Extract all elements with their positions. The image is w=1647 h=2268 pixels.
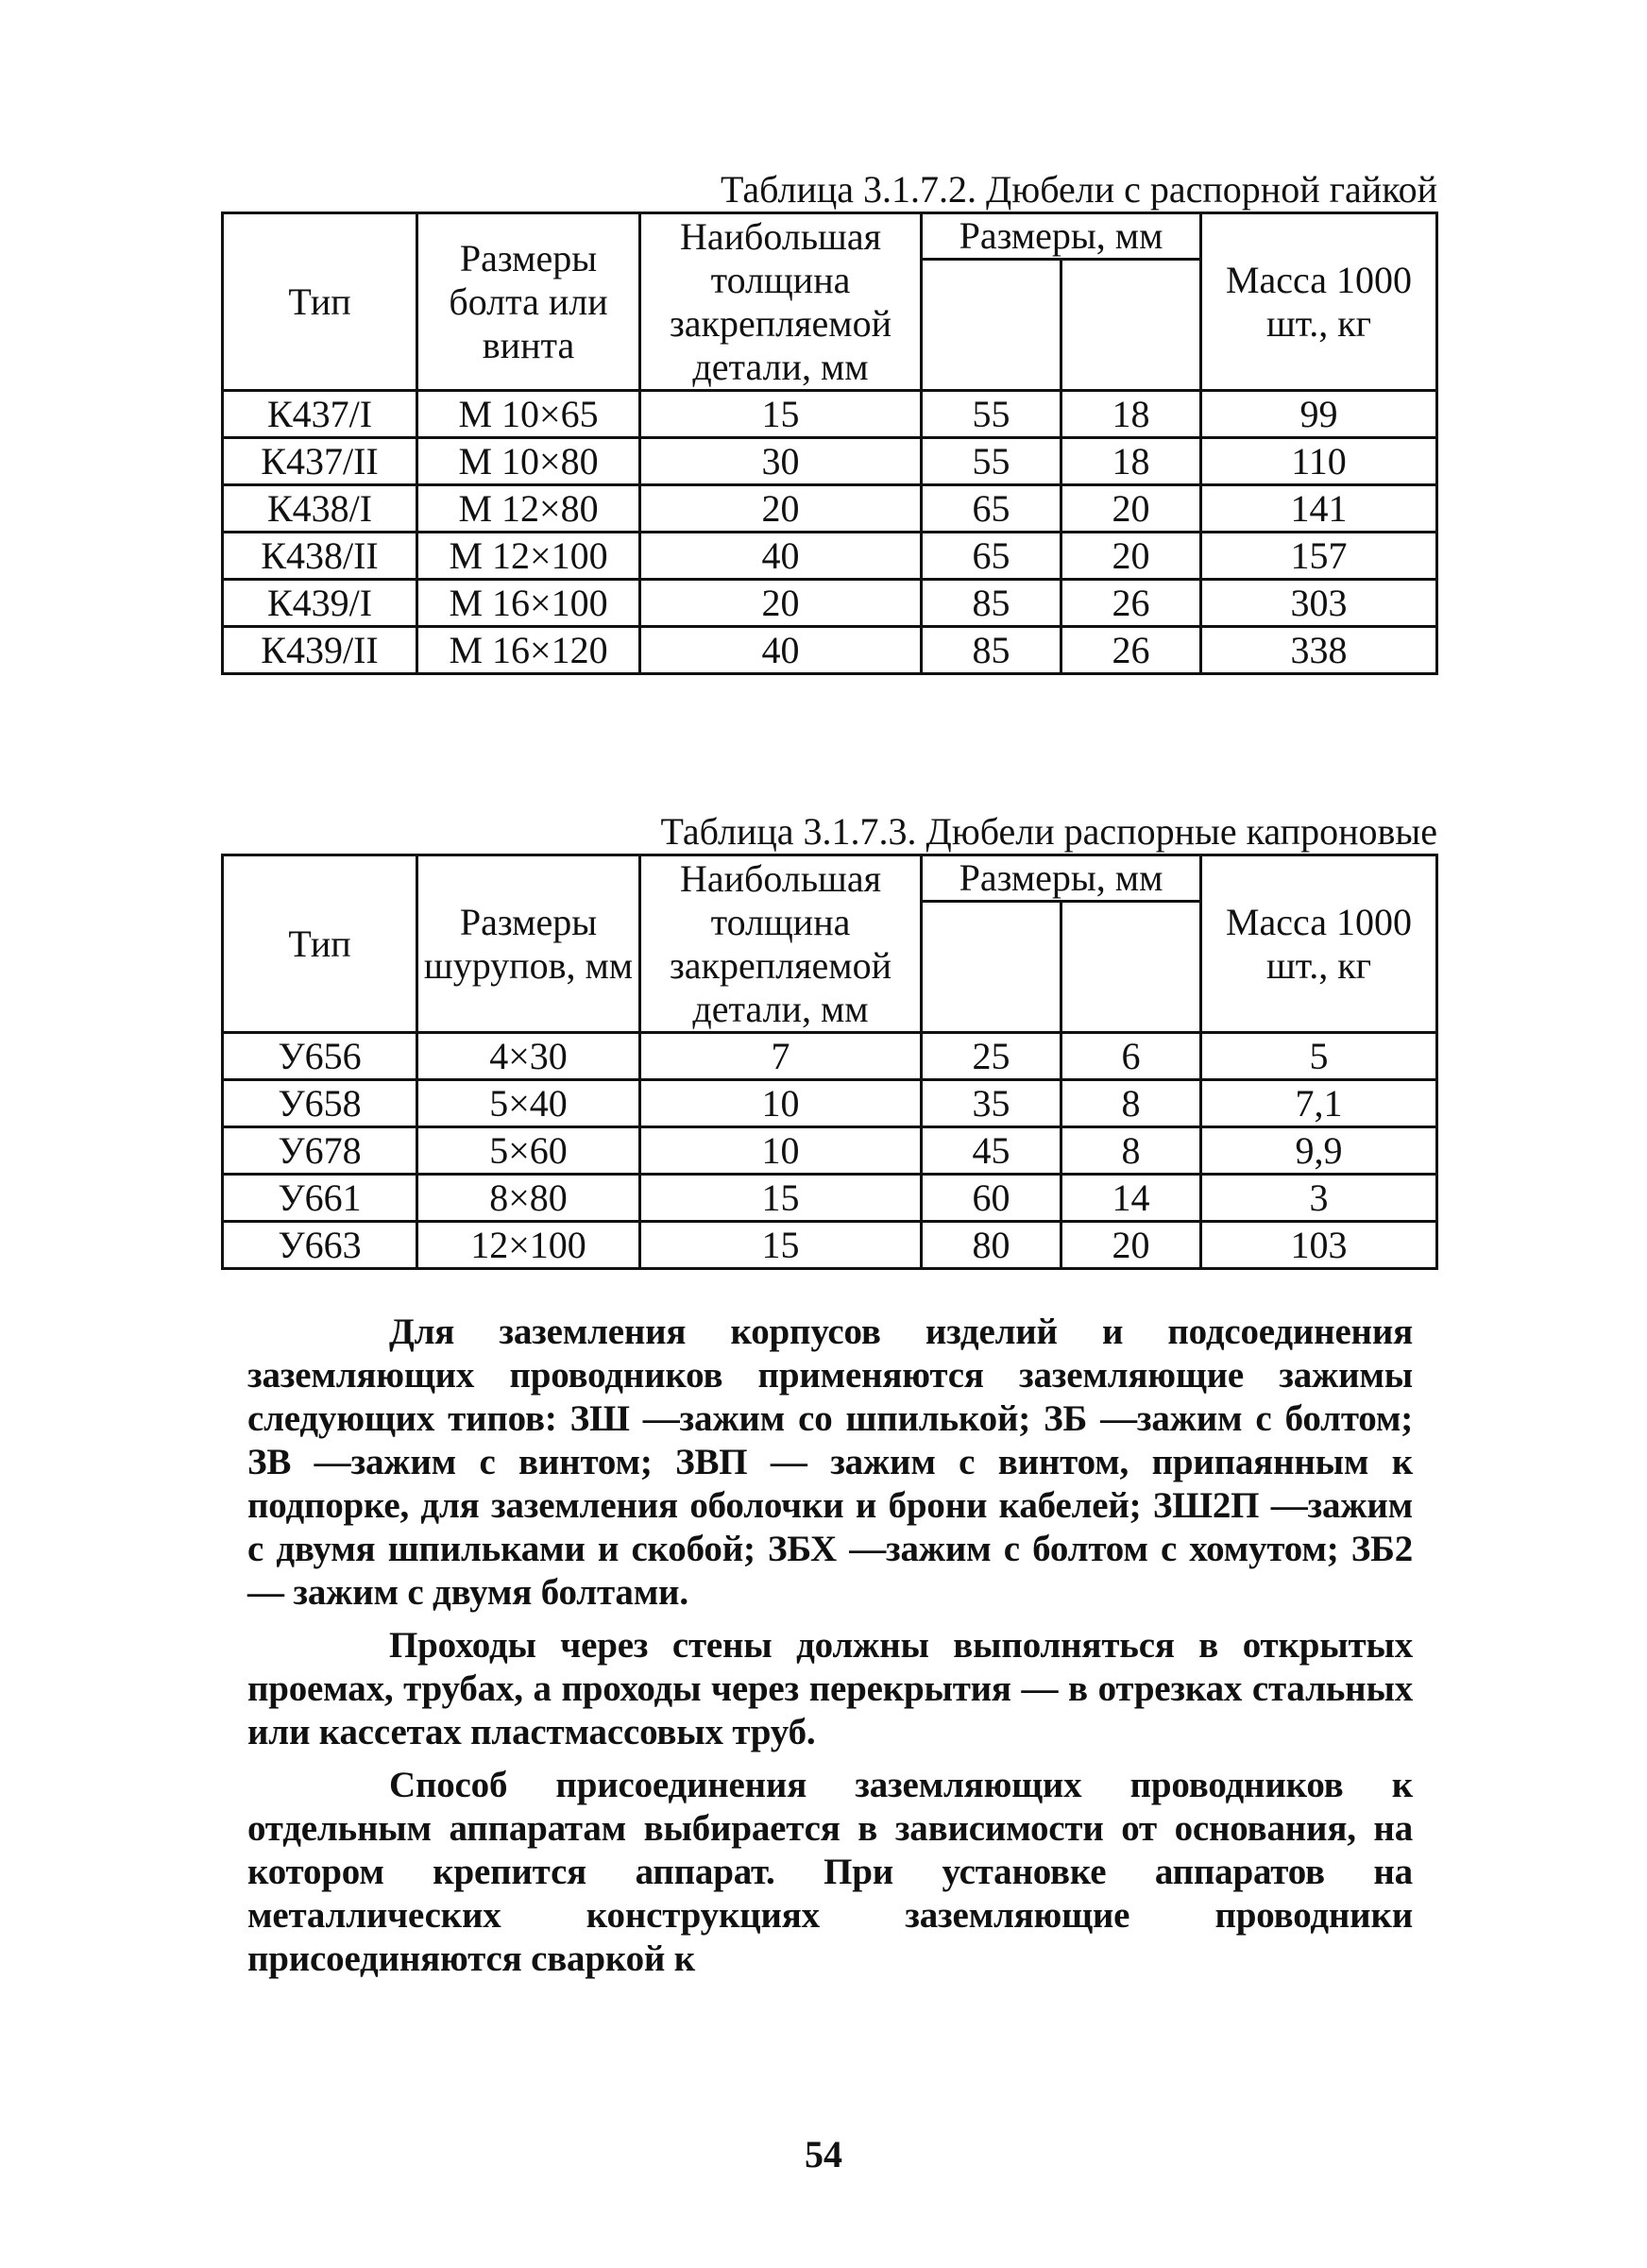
- table-cell: 15: [640, 1175, 922, 1222]
- table-cell: 9,9: [1201, 1127, 1437, 1175]
- table-cell: 5: [1201, 1033, 1437, 1080]
- header-screw-size: Размеры шурупов, мм: [417, 855, 640, 1033]
- table-cell: К438/II: [223, 533, 417, 580]
- table-cell: У658: [223, 1080, 417, 1127]
- header-dimensions: Размеры, мм: [922, 855, 1201, 902]
- table-row: [223, 627, 1437, 674]
- table-cell: 85: [922, 580, 1061, 627]
- table-cell: К439/II: [223, 627, 417, 674]
- table-cell: 20: [640, 580, 922, 627]
- table-cell: 14: [1061, 1175, 1201, 1222]
- header-dimension-2: [1061, 902, 1201, 1033]
- table-cell: 303: [1201, 580, 1437, 627]
- table-row: [223, 1033, 1437, 1080]
- table-cell: У656: [223, 1033, 417, 1080]
- table-row: [223, 580, 1437, 627]
- table-cell: 110: [1201, 438, 1437, 485]
- paragraph-connection-method: Способ присоединения заземляющих проводников к отдельным аппаратам выбирается в зависимости от основания, на котором крепится аппарат. При установке аппаратов на металлических конструкциях заземляющие проводники присоединяются сваркой к: [247, 1765, 1413, 1979]
- table-cell: 45: [922, 1127, 1061, 1175]
- table-cell: М 12×100: [417, 533, 640, 580]
- table-cell: 7: [640, 1033, 922, 1080]
- header-dimension-1: [922, 902, 1061, 1033]
- table-row: [223, 1080, 1437, 1127]
- header-max-thickness: Наибольшая толщина закрепляемой детали, мм: [640, 213, 922, 391]
- table-cell: 3: [1201, 1175, 1437, 1222]
- header-dimension-2: [1061, 260, 1201, 391]
- table-cell: 6: [1061, 1033, 1201, 1080]
- table-row: [223, 485, 1437, 533]
- header-max-thickness: Наибольшая толщина закрепляемой детали, мм: [640, 855, 922, 1033]
- table-cell: М 16×100: [417, 580, 640, 627]
- table-cell: 35: [922, 1080, 1061, 1127]
- table-row: [223, 391, 1437, 438]
- table-cell: 55: [922, 438, 1061, 485]
- table-cell: 20: [1061, 1222, 1201, 1269]
- table-cell: 40: [640, 533, 922, 580]
- table-body: [223, 391, 1437, 674]
- table-cell: 20: [640, 485, 922, 533]
- table-cell: 8: [1061, 1080, 1201, 1127]
- dowels-nylon-table: [221, 854, 1438, 1270]
- table-cell: М 10×65: [417, 391, 640, 438]
- table-cell: 10: [640, 1127, 922, 1175]
- header-mass: Масса 1000 шт., кг: [1201, 213, 1437, 391]
- table-cell: 55: [922, 391, 1061, 438]
- table-cell: К439/I: [223, 580, 417, 627]
- table-cell: 141: [1201, 485, 1437, 533]
- table-cell: 8: [1061, 1127, 1201, 1175]
- table-row: [223, 1175, 1437, 1222]
- table-cell: 25: [922, 1033, 1061, 1080]
- header-type: Тип: [223, 855, 417, 1033]
- paragraph-wall-passages: Проходы через стены должны выполняться в открытых проемах, трубах, а проходы через перекрытия — в отрезках стальных или кассетах пластмассовых труб.: [247, 1625, 1413, 1752]
- table-cell: 40: [640, 627, 922, 674]
- table-body: [223, 1033, 1437, 1269]
- table-cell: У663: [223, 1222, 417, 1269]
- header-mass: Масса 1000 шт., кг: [1201, 855, 1437, 1033]
- table-cell: 26: [1061, 627, 1201, 674]
- table-cell: 99: [1201, 391, 1437, 438]
- table-cell: 80: [922, 1222, 1061, 1269]
- table-cell: 15: [640, 1222, 922, 1269]
- table-cell: 5×60: [417, 1127, 640, 1175]
- header-dimensions: Размеры, мм: [922, 213, 1201, 260]
- table-cell: М 16×120: [417, 627, 640, 674]
- table-cell: 65: [922, 485, 1061, 533]
- table-cell: 20: [1061, 533, 1201, 580]
- header-dimension-1: [922, 260, 1061, 391]
- table-cell: 85: [922, 627, 1061, 674]
- table-cell: М 10×80: [417, 438, 640, 485]
- header-type: Тип: [223, 213, 417, 391]
- table-row: [223, 1127, 1437, 1175]
- table-caption-3-1-7-2: Таблица 3.1.7.2. Дюбели с распорной гайкой: [720, 168, 1437, 211]
- table-cell: 4×30: [417, 1033, 640, 1080]
- table-cell: 338: [1201, 627, 1437, 674]
- table-cell: 20: [1061, 485, 1201, 533]
- table-row: [223, 438, 1437, 485]
- table-cell: 30: [640, 438, 922, 485]
- table-row: [223, 533, 1437, 580]
- table-cell: К437/I: [223, 391, 417, 438]
- table-cell: 10: [640, 1080, 922, 1127]
- table-cell: К437/II: [223, 438, 417, 485]
- table-cell: М 12×80: [417, 485, 640, 533]
- table-cell: 26: [1061, 580, 1201, 627]
- table-cell: 5×40: [417, 1080, 640, 1127]
- table-cell: 8×80: [417, 1175, 640, 1222]
- table-cell: 60: [922, 1175, 1061, 1222]
- table-caption-3-1-7-3: Таблица 3.1.7.3. Дюбели распорные капроновые: [660, 810, 1437, 853]
- table-cell: 7,1: [1201, 1080, 1437, 1127]
- table-cell: 12×100: [417, 1222, 640, 1269]
- table-cell: 65: [922, 533, 1061, 580]
- table-cell: 157: [1201, 533, 1437, 580]
- table-row: [223, 1222, 1437, 1269]
- table-cell: 18: [1061, 391, 1201, 438]
- page-number: 54: [805, 2133, 842, 2175]
- table-cell: У661: [223, 1175, 417, 1222]
- dowels-expansion-nut-table: [221, 212, 1438, 675]
- body-text: [247, 1311, 1413, 1990]
- header-bolt-size: Размеры болта или винта: [417, 213, 640, 391]
- table-cell: 15: [640, 391, 922, 438]
- table-cell: 103: [1201, 1222, 1437, 1269]
- table-cell: У678: [223, 1127, 417, 1175]
- table-cell: К438/I: [223, 485, 417, 533]
- paragraph-grounding-clamps: Для заземления корпусов изделий и подсоединения заземляющих проводников применяются заземляющие зажимы следующих типов: ЗШ —зажим со шпилькой; ЗБ —зажим с болтом; ЗВ —зажим с винтом; ЗВП — зажим с винтом, припаянным к подпорке, для заземления оболочки и брони кабелей; ЗШ2П —зажим с двумя шпильками и скобой; ЗБХ —зажим с болтом с хомутом; ЗБ2 — зажим с двумя болтами.: [247, 1312, 1413, 1613]
- table-cell: 18: [1061, 438, 1201, 485]
